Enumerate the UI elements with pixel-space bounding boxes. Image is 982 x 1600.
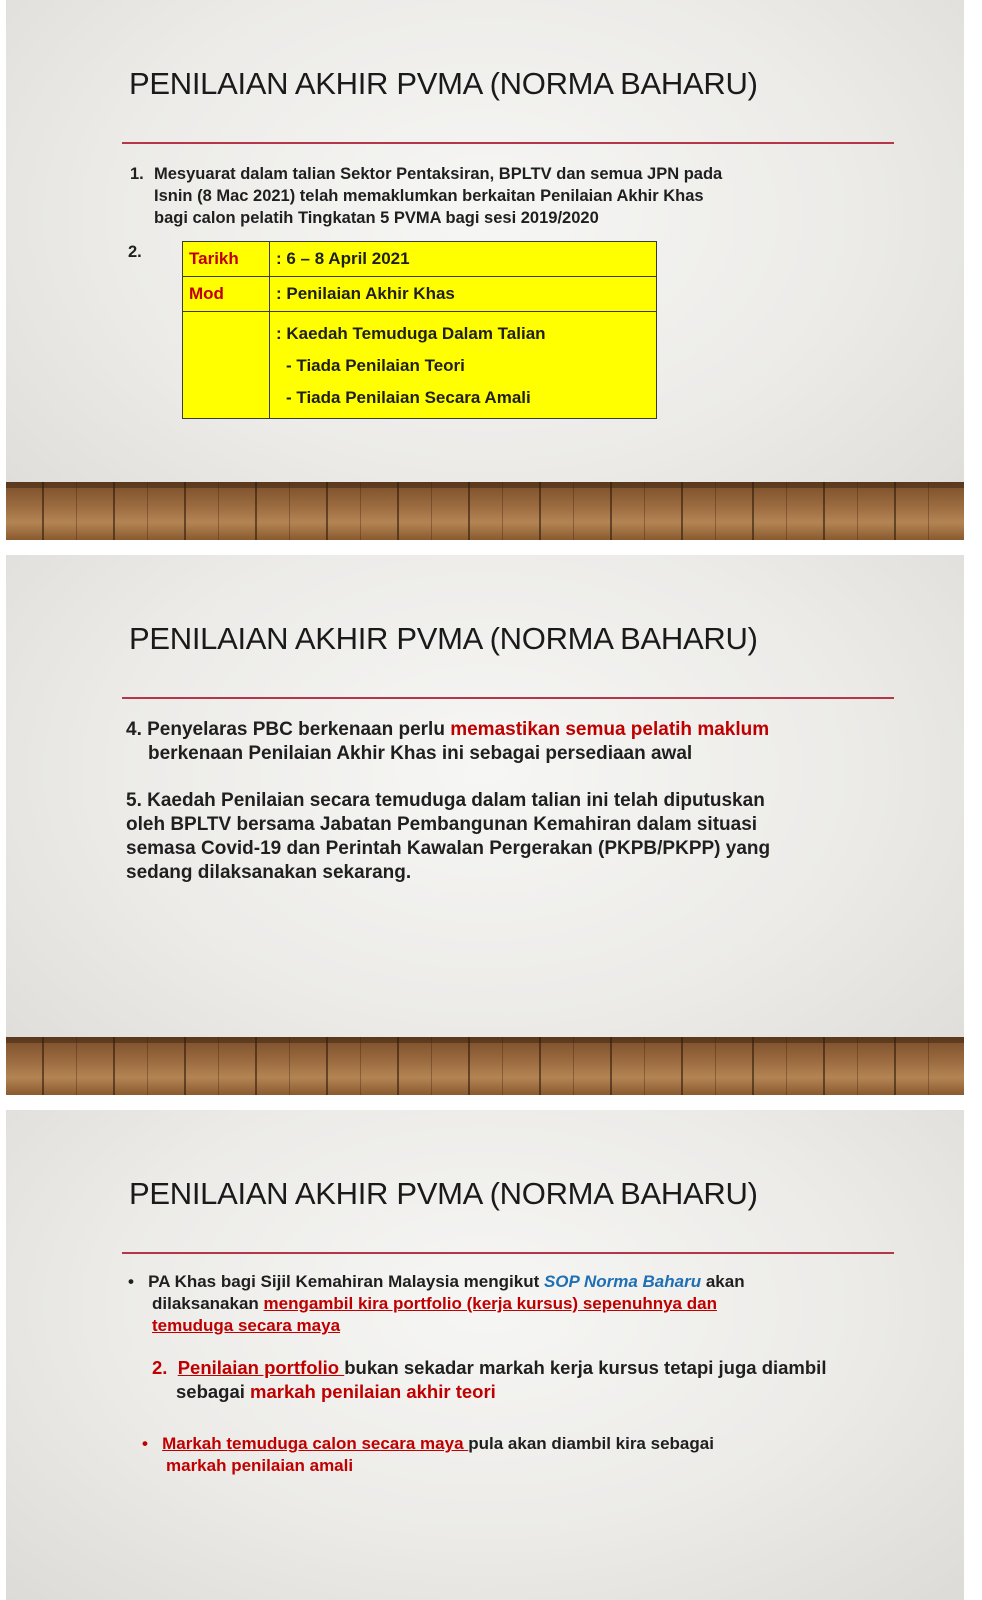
method-line: : Kaedah Temuduga Dalam Talian <box>276 324 546 343</box>
item-4-text <box>126 718 906 766</box>
bullet-1-underlined: mengambil kira portfolio (kerja kursus) sepenuhnya dan <box>263 1294 717 1313</box>
item-2-number: 2. <box>152 1357 168 1378</box>
item-1-text <box>154 163 874 229</box>
bullet-3-underlined: Markah temuduga calon secara maya <box>162 1434 469 1453</box>
wood-floor <box>6 1037 964 1095</box>
slide-2 <box>6 555 964 1095</box>
item-5-line: semasa Covid-19 dan Perintah Kawalan Pergerakan (PKPB/PKPP) yang <box>126 838 771 859</box>
item-4-highlight: memastikan semua pelatih maklum <box>450 719 770 740</box>
item-5-line: sedang dilaksanakan sekarang. <box>126 862 412 883</box>
item-1-line: bagi calon pelatih Tingkatan 5 PVMA bagi sesi 2019/2020 <box>154 209 599 227</box>
title-divider <box>122 142 894 144</box>
bullet-1-text: dilaksanakan <box>152 1294 264 1313</box>
method-line: - Tiada Penilaian Teori <box>286 356 465 375</box>
table-value-method <box>270 312 657 419</box>
bullet-3 <box>142 1433 902 1477</box>
table-row <box>183 242 657 277</box>
bullet-3-line <box>142 1455 902 1477</box>
table-value-mod: : Penilaian Akhir Khas <box>270 277 657 312</box>
table-row <box>183 312 657 419</box>
item-2-text: sebagai <box>176 1381 251 1402</box>
item-2-highlight: markah penilaian akhir teori <box>250 1381 496 1402</box>
item-2-text: bukan sekadar markah kerja kursus tetapi juga diambil <box>344 1357 827 1378</box>
slide-title: PENILAIAN AKHIR PVMA (NORMA BAHARU) <box>129 66 758 101</box>
item-2-line <box>152 1356 912 1380</box>
bullet-1-line <box>128 1315 888 1337</box>
table-row <box>183 277 657 312</box>
item-1-line: Isnin (8 Mac 2021) telah memaklumkan berkaitan Penilaian Akhir Khas <box>154 187 704 205</box>
table-value-tarikh: : 6 – 8 April 2021 <box>270 242 657 277</box>
bullet-dot: • <box>128 1272 149 1291</box>
bullet-1-line <box>128 1271 888 1293</box>
bullet-3-text: pula akan diambil kira sebagai <box>468 1434 714 1453</box>
table-label-tarikh: Tarikh <box>183 242 270 277</box>
slide-title: PENILAIAN AKHIR PVMA (NORMA BAHARU) <box>129 621 758 656</box>
slide-1 <box>6 0 964 540</box>
slide-3 <box>6 1110 964 1600</box>
table-label-empty <box>183 312 270 419</box>
item-2 <box>152 1356 912 1404</box>
title-divider <box>122 1252 894 1254</box>
method-line: - Tiada Penilaian Secara Amali <box>286 388 531 407</box>
sop-highlight: SOP Norma Baharu <box>543 1272 702 1291</box>
bullet-1-line <box>128 1293 888 1315</box>
item-2-underlined: Penilaian portfolio <box>177 1357 345 1378</box>
bullet-1 <box>128 1271 888 1337</box>
item-5-line: 5. Kaedah Penilaian secara temuduga dalam talian ini telah diputuskan <box>126 790 765 811</box>
assessment-info-table <box>182 241 657 419</box>
item-5-text <box>126 789 906 885</box>
bullet-1-text: PA Khas bagi Sijil Kemahiran Malaysia mengikut <box>148 1272 544 1291</box>
bullet-3-highlight: markah penilaian amali <box>166 1456 354 1475</box>
item-4-line <box>126 718 906 742</box>
table-label-mod: Mod <box>183 277 270 312</box>
bullet-dot: • <box>142 1434 163 1453</box>
item-4-line: berkenaan Penilaian Akhir Khas ini sebagai persediaan awal <box>148 743 693 764</box>
item-2-number: 2. <box>128 243 142 261</box>
title-divider <box>122 697 894 699</box>
slide-title: PENILAIAN AKHIR PVMA (NORMA BAHARU) <box>129 1176 758 1211</box>
wood-floor <box>6 482 964 540</box>
bullet-1-underlined: temuduga secara maya <box>152 1316 341 1335</box>
item-1-number: 1. <box>130 165 144 183</box>
item-2-line <box>152 1380 912 1404</box>
bullet-3-line <box>142 1433 902 1455</box>
item-4-prefix: 4. Penyelaras PBC berkenaan perlu <box>126 719 451 740</box>
item-5-line: oleh BPLTV bersama Jabatan Pembangunan Kemahiran dalam situasi <box>126 814 758 835</box>
bullet-1-text: akan <box>701 1272 745 1291</box>
item-1-line: Mesyuarat dalam talian Sektor Pentaksiran, BPLTV dan semua JPN pada <box>154 165 723 183</box>
